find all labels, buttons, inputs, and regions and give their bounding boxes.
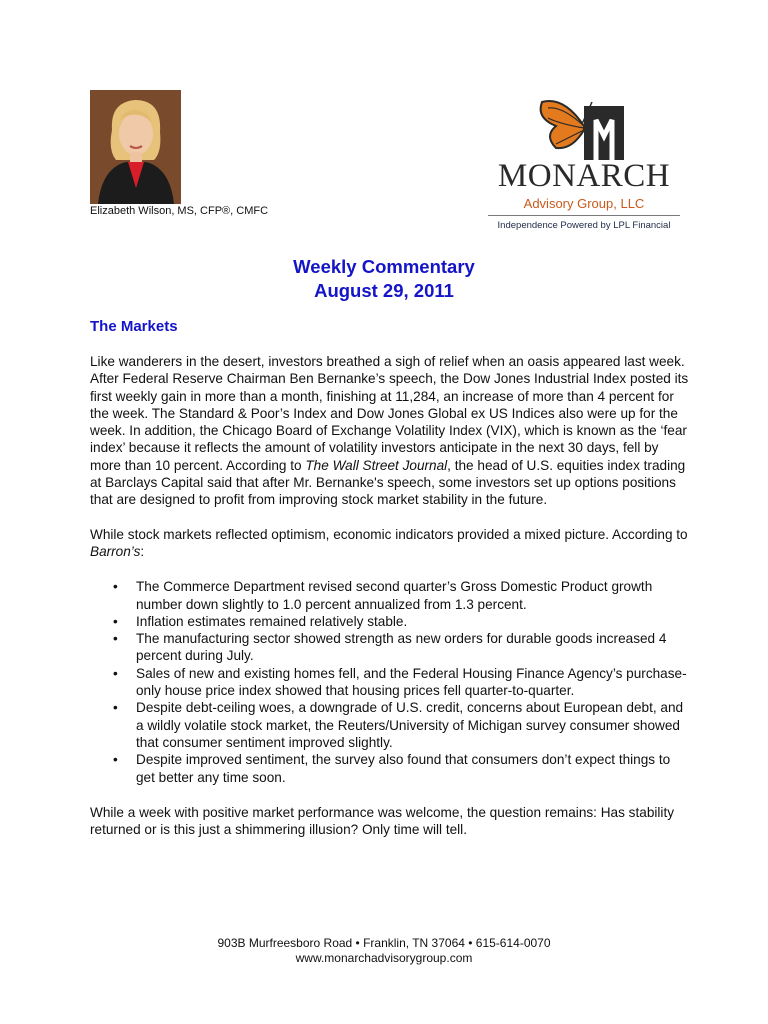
list-item-text: The Commerce Department revised second quarter’s Gross Domestic Product growth number down slightly to 1.0 percent annualized from 1.3 percent.	[136, 579, 653, 612]
bullet-icon: •	[113, 700, 118, 716]
publication-name: Barron’s	[90, 543, 141, 559]
portrait-photo	[90, 90, 181, 204]
footer-address: 903B Murfreesboro Road • Franklin, TN 37064 • 615-614-0070	[217, 936, 551, 950]
logo-divider	[488, 215, 680, 216]
closing-paragraph: While a week with positive market performance was welcome, the question remains: Has stability returned or is this just a shimmering illusion? Only time will tell.	[90, 804, 675, 838]
list-item	[90, 578, 690, 613]
monarch-logo	[486, 96, 682, 236]
bullet-icon: •	[113, 631, 118, 647]
bullet-icon: •	[113, 579, 118, 595]
list-item-text: The manufacturing sector showed strength as new orders for durable goods increased 4 percent during July.	[136, 631, 667, 664]
list-item	[90, 613, 690, 630]
logo-tagline: Independence Powered by LPL Financial	[497, 220, 671, 231]
list-item-text: Sales of new and existing homes fell, and the Federal Housing Finance Agency’s purchase-only house price index showed that housing prices fell quarter-to-quarter.	[136, 665, 687, 699]
indicator-list	[90, 578, 690, 786]
list-item-text: Inflation estimates remained relatively stable.	[136, 613, 408, 629]
section-heading: The Markets	[90, 318, 178, 335]
paragraph-text: :	[140, 543, 145, 559]
photo-caption: Elizabeth Wilson, MS, CFP®, CMFC	[90, 205, 269, 217]
paragraph-text: While stock markets reflected optimism, economic indicators provided a mixed picture. According to	[90, 526, 688, 542]
list-item	[90, 630, 690, 665]
bullet-icon: •	[113, 613, 118, 629]
list-item	[90, 699, 690, 751]
commentary-body	[90, 353, 690, 838]
list-item	[90, 751, 690, 786]
paragraph	[90, 526, 690, 561]
logo-subtitle: Advisory Group, LLC	[523, 196, 645, 211]
document-title	[0, 255, 768, 303]
bullet-icon: •	[113, 752, 118, 768]
butterfly-icon	[534, 96, 634, 160]
list-item-text: Despite debt-ceiling woes, a downgrade of U.S. credit, concerns about European debt, and a wildly volatile stock market, the Reuters/University of Michigan survey consumer showed that consumer sentiment improved slightly.	[136, 700, 684, 750]
title-date: August 29, 2011	[314, 280, 454, 301]
page-footer	[0, 936, 768, 966]
list-item	[90, 665, 690, 700]
publication-name: The Wall Street Journal	[305, 457, 448, 473]
footer-website[interactable]: www.monarchadvisorygroup.com	[295, 951, 473, 965]
paragraph	[90, 353, 690, 509]
logo-wordmark: MONARCH	[497, 158, 671, 194]
bullet-icon: •	[113, 665, 118, 681]
list-item-text: Despite improved sentiment, the survey also found that consumers don’t expect things to get better any time soon.	[136, 752, 671, 785]
title-line: Weekly Commentary	[293, 256, 475, 277]
paragraph-text: , the head of U.S. equities index trading at Barclays Capital said that after Mr. Bernanke's speech, some investors set up options positions that are designed to profit from improving stock market stability in the future.	[90, 457, 686, 508]
paragraph-text: Like wanderers in the desert, investors breathed a sigh of relief when an oasis appeared last week. After Federal Reserve Chairman Ben Bernanke’s speech, the Dow Jones Industrial Index posted its first weekly gain in more than a month, finishing at 11,284, an increase of more than 4 percent for the week. The Standard & Poor’s Index and Dow Jones Global ex US Indices also were up for the week. In addition, the Chicago Board of Exchange Volatility Index (VIX), which is known as the ‘fear index’ because it reflects the amount of volatility investors anticipate in the next 30 days, fell by more than 10 percent. According to	[90, 354, 689, 473]
